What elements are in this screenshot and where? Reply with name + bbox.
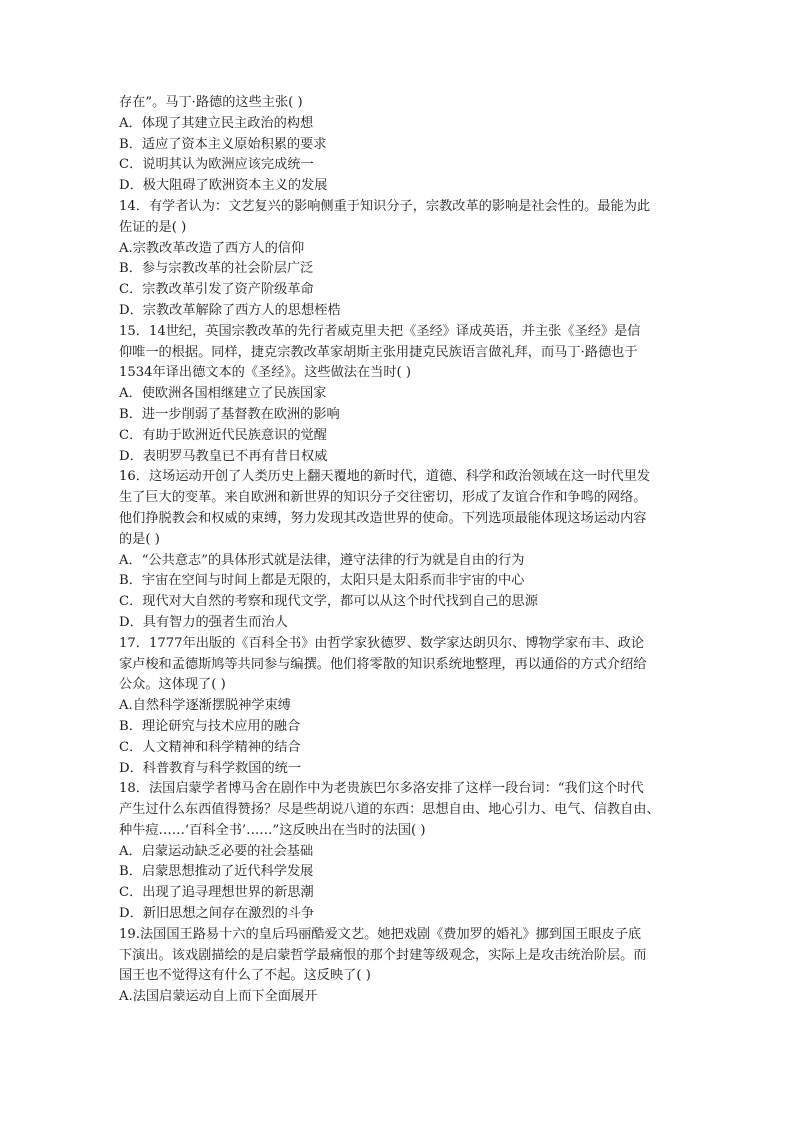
text-line: 18．法国启蒙学者博马舍在剧作中为老贵族巴尔多洛安排了这样一段台词：“我们这个时代 bbox=[119, 781, 644, 797]
text-line: 佐证的是( ) bbox=[119, 219, 187, 235]
text-line: C．说明其认为欧洲应该完成统一 bbox=[119, 157, 314, 173]
text-line: B．进一步削弱了基督教在欧洲的影响 bbox=[119, 406, 340, 422]
text-line: C．人文精神和科学精神的结合 bbox=[119, 739, 301, 755]
text-line: D．表明罗马教皇已不再有昔日权威 bbox=[119, 448, 328, 464]
text-line: A．使欧洲各国相继建立了民族国家 bbox=[119, 386, 327, 402]
text-line: 16．这场运动开创了人类历史上翻天覆地的新时代，道德、科学和政治领域在这一时代里发 bbox=[119, 469, 651, 485]
text-line: B．启蒙思想推动了近代科学发展 bbox=[119, 864, 314, 880]
text-line: 他们挣脱教会和权威的束缚，努力发现其改造世界的使命。下列选项最能体现这场运动内容 bbox=[119, 510, 647, 526]
text-line: A.宗教改革改造了西方人的信仰 bbox=[119, 240, 305, 256]
text-line: A．启蒙运动缺乏必要的社会基础 bbox=[119, 843, 314, 859]
text-line: 17．1777年出版的《百科全书》由哲学家狄德罗、数学家达朗贝尔、博物学家布丰、政论 bbox=[119, 635, 645, 651]
text-line: A.自然科学逐渐摆脱神学束缚 bbox=[119, 698, 291, 714]
text-line: B．参与宗教改革的社会阶层广泛 bbox=[119, 261, 314, 277]
text-line: A.法国启蒙运动自上而下全面展开 bbox=[119, 989, 318, 1005]
text-line: D．新旧思想之间存在激烈的斗争 bbox=[119, 906, 315, 922]
text-line: C．现代对大自然的考察和现代文学，都可以从这个时代找到自己的思源 bbox=[119, 594, 538, 610]
text-line: B．适应了资本主义原始积累的要求 bbox=[119, 136, 327, 152]
text-line: 存在”。马丁·路德的这些主张( ) bbox=[119, 95, 303, 110]
text-line: C．出现了追寻理想世界的新思潮 bbox=[119, 885, 314, 901]
text-line: 的是( ) bbox=[119, 531, 160, 547]
text-line: 15．14世纪，英国宗教改革的先行者威克里夫把《圣经》译成英语，并主张《圣经》是信 bbox=[119, 323, 641, 339]
text-line: 19.法国国王路易十六的皇后玛丽酷爱文艺。她把戏剧《费加罗的婚礼》挪到国王眼皮子底 bbox=[119, 926, 642, 942]
text-line: 种牛痘……‘百科全书’……”这反映出在当时的法国( ) bbox=[119, 822, 426, 838]
document-page bbox=[119, 93, 679, 1008]
text-line: 1534年译出德文本的《圣经》。这些做法在当时( ) bbox=[119, 365, 412, 381]
text-line: C．宗教改革引发了资产阶级革命 bbox=[119, 282, 314, 298]
text-line: 仰唯一的根据。同样，捷克宗教改革家胡斯主张用捷克民族语言做礼拜，而马丁·路德也于 bbox=[119, 344, 638, 360]
text-line: 14．有学者认为：文艺复兴的影响侧重于知识分子，宗教改革的影响是社会性的。最能为此 bbox=[119, 198, 651, 214]
text-line: B．理论研究与技术应用的融合 bbox=[119, 718, 301, 734]
text-line: 国王也不觉得这有什么了不起。这反映了( ) bbox=[119, 968, 371, 984]
text-line: 公众。这体现了( ) bbox=[119, 677, 226, 693]
text-line: 下演出。该戏剧描绘的是启蒙哲学最痛恨的那个封建等级观念，实际上是攻击统治阶层。而 bbox=[119, 947, 647, 963]
text-line: C．有助于欧洲近代民族意识的觉醒 bbox=[119, 427, 327, 443]
text-line: D．极大阻碍了欧洲资本主义的发展 bbox=[119, 178, 328, 194]
text-line: 产生过什么东西值得赞扬？尽是些胡说八道的东西：思想自由、地心引力、电气、信教自由、 bbox=[119, 802, 660, 818]
text-line: 家卢梭和孟德斯鸠等共同参与编撰。他们将零散的知识系统地整理，再以通俗的方式介绍给 bbox=[119, 656, 647, 672]
text-line: A．体现了其建立民主政治的构想 bbox=[119, 115, 314, 131]
text-line: D．宗教改革解除了西方人的思想桎梏 bbox=[119, 302, 341, 318]
text-line: D．具有智力的强者生而治人 bbox=[119, 614, 288, 630]
text-line: 生了巨大的变革。来自欧洲和新世界的知识分子交往密切，形成了友谊合作和争鸣的网络。 bbox=[119, 490, 647, 506]
text-line: D．科普教育与科学救国的统一 bbox=[119, 760, 302, 776]
text-line: A．“公共意志”的具体形式就是法律，遵守法律的行为就是自由的行为 bbox=[119, 552, 525, 568]
text-line: B．宇宙在空间与时间上都是无限的，太阳只是太阳系而非宇宙的中心 bbox=[119, 573, 525, 589]
